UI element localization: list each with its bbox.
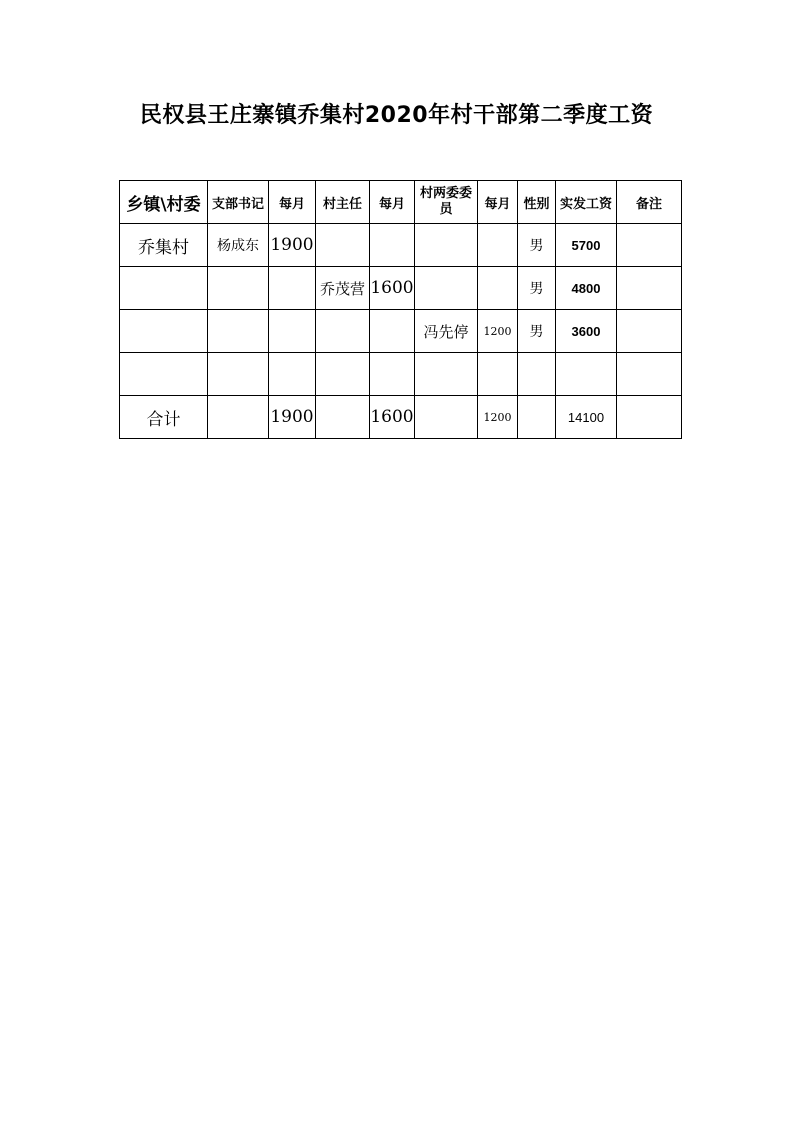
- cell-gender: [518, 353, 556, 396]
- cell-member-name: [415, 224, 478, 267]
- total-label: 合计: [120, 396, 208, 439]
- table-row: [120, 353, 682, 396]
- cell-secretary-monthly: 1900: [269, 224, 316, 267]
- cell-remarks: [617, 353, 682, 396]
- header-monthly-3: 每月: [478, 181, 518, 224]
- cell-secretary-monthly: [269, 310, 316, 353]
- cell-actual-pay: 5700: [556, 224, 617, 267]
- header-monthly-2: 每月: [370, 181, 415, 224]
- cell-gender: 男: [518, 224, 556, 267]
- cell-member-name: 冯先停: [415, 310, 478, 353]
- cell-secretary-monthly: [269, 353, 316, 396]
- page-title: 民权县王庄寨镇乔集村2020年村干部第二季度工资: [139, 103, 654, 128]
- cell-gender: 男: [518, 267, 556, 310]
- header-remarks: 备注: [617, 181, 682, 224]
- header-town-village: 乡镇\村委: [120, 181, 208, 224]
- cell-director-name: [316, 310, 370, 353]
- header-actual-pay: 实发工资: [556, 181, 617, 224]
- total-member-monthly: 1200: [478, 396, 518, 439]
- table-row: [120, 224, 682, 267]
- cell-actual-pay: 3600: [556, 310, 617, 353]
- header-row: [120, 181, 682, 224]
- cell-village: [120, 353, 208, 396]
- header-monthly-1: 每月: [269, 181, 316, 224]
- cell-secretary-name: [208, 310, 269, 353]
- cell-director-name: 乔茂营: [316, 267, 370, 310]
- cell-director-monthly: 1600: [370, 267, 415, 310]
- cell-village: [120, 267, 208, 310]
- total-remarks: [617, 396, 682, 439]
- cell-actual-pay: [556, 353, 617, 396]
- total-secretary-name: [208, 396, 269, 439]
- cell-secretary-name: 杨成东: [208, 224, 269, 267]
- cell-actual-pay: 4800: [556, 267, 617, 310]
- total-gender: [518, 396, 556, 439]
- salary-table: [119, 180, 682, 439]
- cell-remarks: [617, 224, 682, 267]
- cell-secretary-monthly: [269, 267, 316, 310]
- header-village-director: 村主任: [316, 181, 370, 224]
- cell-director-monthly: [370, 224, 415, 267]
- table-row: [120, 267, 682, 310]
- total-director-monthly: 1600: [370, 396, 415, 439]
- cell-member-monthly: [478, 224, 518, 267]
- total-row: [120, 396, 682, 439]
- cell-director-monthly: [370, 353, 415, 396]
- cell-member-monthly: 1200: [478, 310, 518, 353]
- header-gender: 性别: [518, 181, 556, 224]
- total-member-name: [415, 396, 478, 439]
- cell-remarks: [617, 310, 682, 353]
- cell-secretary-name: [208, 353, 269, 396]
- cell-director-monthly: [370, 310, 415, 353]
- cell-member-name: [415, 267, 478, 310]
- total-secretary-monthly: 1900: [269, 396, 316, 439]
- header-committee-member: 村两委委员: [415, 181, 478, 224]
- cell-member-monthly: [478, 353, 518, 396]
- total-director-name: [316, 396, 370, 439]
- cell-member-name: [415, 353, 478, 396]
- header-party-secretary: 支部书记: [208, 181, 269, 224]
- cell-director-name: [316, 353, 370, 396]
- cell-director-name: [316, 224, 370, 267]
- cell-remarks: [617, 267, 682, 310]
- total-actual-pay: 14100: [556, 396, 617, 439]
- cell-secretary-name: [208, 267, 269, 310]
- table-row: [120, 310, 682, 353]
- cell-gender: 男: [518, 310, 556, 353]
- cell-village: [120, 310, 208, 353]
- cell-member-monthly: [478, 267, 518, 310]
- cell-village: 乔集村: [120, 224, 208, 267]
